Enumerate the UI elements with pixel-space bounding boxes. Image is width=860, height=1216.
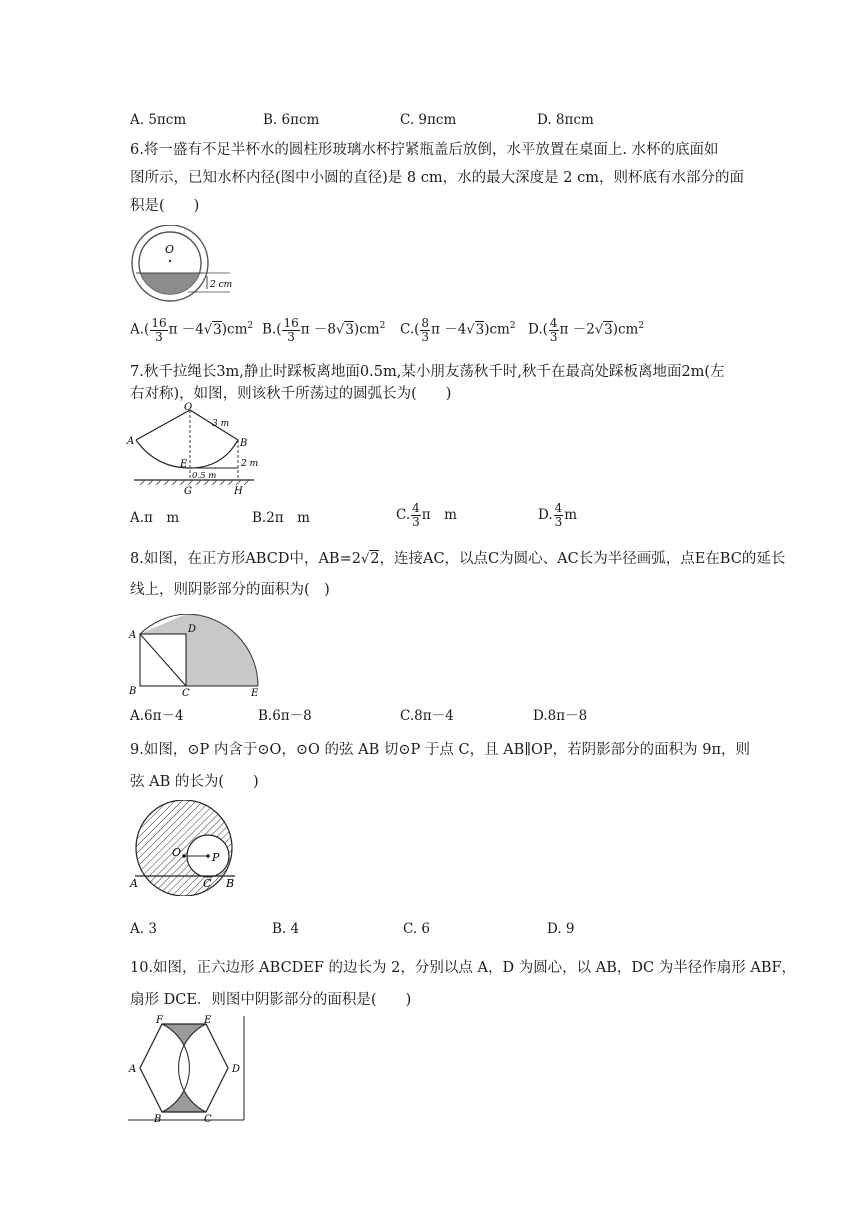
q6-label-depth: 2 cm: [210, 280, 233, 290]
q10-label-c: C: [204, 1114, 212, 1125]
q6-text-line1: 6.将一盛有不足半杯水的圆柱形玻璃水杯拧紧瓶盖后放倒，水平放置在桌面上. 水杯的底面如: [130, 142, 719, 158]
q7-option-b: B.2π m: [252, 510, 310, 526]
q10-text-line2: 扇形 DCE．则图中阴影部分的面积是( ): [130, 992, 412, 1008]
q5-option-c: C. 9πcm: [400, 112, 457, 128]
q6-option-a: A.( $\frac{16}{3}$ $\pi -4√3)cm^2$: [130, 315, 254, 344]
q8-figure: [126, 614, 262, 698]
q6-option-d: D.( $\frac{4}{3}$ $\pi -2√3)cm^2$: [528, 315, 645, 344]
q8-text-line2: 线上，则阴影部分的面积为( ): [130, 582, 330, 598]
q7-text-line1: 7.秋千拉绳长3m,静止时踩板离地面0.5m,某小朋友荡秋千时,秋千在最高处踩板离地面2m(左: [130, 364, 725, 380]
q7-option-c: C. $\frac{4}{3}$ π m: [396, 501, 457, 529]
q8-label-d: D: [188, 624, 197, 635]
q9-label-c: C: [203, 877, 212, 890]
q7-label-h1: 0.5 m: [192, 471, 217, 481]
q7-text-line2: 右对称)，如图，则该秋千所荡过的圆弧长为( ): [130, 386, 452, 402]
q9-text-line1: 9.如图，⊙P 内含于⊙O，⊙O 的弦 AB 切⊙P 于点 C，且 AB∥OP，若阴影部分的面积为 9π，则: [130, 742, 751, 758]
q7-label-h: H: [234, 486, 243, 496]
q9-label-p: P: [212, 851, 220, 864]
q5-option-d: D. 8πcm: [537, 112, 594, 128]
q9-label-a: A: [130, 877, 138, 890]
q10-label-b: B: [154, 1114, 162, 1125]
q10-text-line1: 10.如图，正六边形 ABCDEF 的边长为 2，分别以点 A，D 为圆心，以 AB，DC 为半径作扇形 ABF，: [130, 960, 797, 976]
q6-figure: [128, 225, 238, 305]
q6-text-line2: 图所示，已知水杯内径(图中小圆的直径)是 8 cm，水的最大深度是 2 cm，则杯底有水部分的面: [130, 170, 744, 186]
q8-label-c: C: [182, 688, 190, 698]
q7-figure: [126, 402, 258, 496]
q10-label-f: F: [156, 1015, 163, 1026]
q10-label-a: A: [129, 1064, 137, 1075]
q6-text-line3: 积是( ): [130, 198, 200, 214]
q6-option-c: C.( $\frac{8}{3}$ $\pi -4√3)cm^2$: [400, 315, 516, 344]
q10-label-e: E: [204, 1015, 212, 1026]
q7-option-d: D. $\frac{4}{3}$ m: [538, 501, 578, 529]
q8-option-c: C.8π－4: [400, 708, 454, 724]
q9-option-d: D. 9: [547, 921, 575, 937]
q8-option-a: A.6π－4: [130, 708, 184, 724]
q7-label-a: A: [127, 436, 135, 447]
q9-label-o: O: [172, 846, 182, 859]
q9-figure: [126, 800, 246, 896]
q7-label-rope: 3 m: [212, 419, 230, 429]
q7-label-o: O: [184, 402, 193, 413]
q9-label-b: B: [226, 877, 235, 890]
q9-option-b: B. 4: [272, 921, 300, 937]
q7-label-b: B: [240, 438, 248, 449]
q7-label-h2: 2 m: [241, 459, 258, 469]
q10-figure: [126, 1014, 248, 1126]
q10-label-d: D: [232, 1064, 241, 1075]
q5-option-b: B. 6πcm: [263, 112, 320, 128]
q8-option-d: D.8π－8: [533, 708, 588, 724]
q5-option-a: A. 5πcm: [130, 112, 187, 128]
q7-option-a: A.π m: [130, 510, 180, 526]
q6-option-b: B.( $\frac{16}{3}$ $\pi -8√3)cm^2$: [262, 315, 386, 344]
q9-option-a: A. 3: [130, 921, 157, 937]
q8-label-e: E: [251, 688, 259, 698]
q8-text-line1: 8.如图，在正方形ABCD中，AB=2√2，连接AC，以点C为圆心、AC长为半径画弧，点E在BC的延长: [130, 551, 786, 567]
q8-label-a: A: [129, 630, 137, 641]
q8-option-b: B.6π－8: [258, 708, 312, 724]
q8-label-b: B: [129, 686, 137, 697]
q7-label-g: G: [184, 486, 192, 496]
q9-option-c: C. 6: [403, 921, 431, 937]
q7-label-e: E: [180, 459, 188, 470]
q6-label-o: O: [165, 243, 175, 256]
q9-text-line2: 弦 AB 的长为( ): [130, 774, 259, 790]
